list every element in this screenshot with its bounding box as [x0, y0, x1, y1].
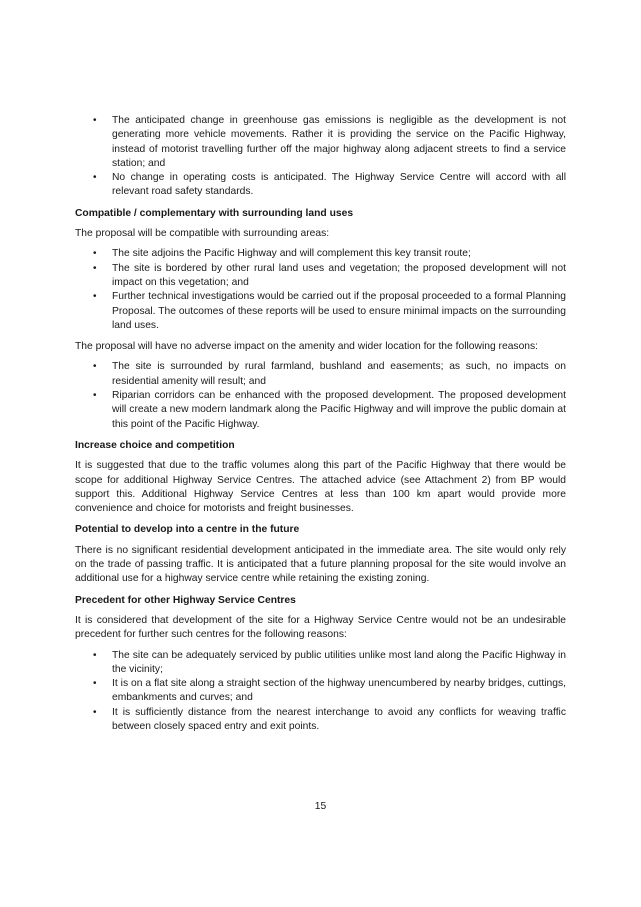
- list-item: [75, 247, 566, 261]
- bullet-icon: •: [93, 248, 97, 260]
- paragraph: The proposal will have no adverse impact on the amenity and wider location for the following reasons:: [75, 341, 539, 353]
- paragraph: It is considered that development of the site for a Highway Service Centre would not be an undesirable precedent for further such centres for the following reasons:: [75, 614, 566, 641]
- list-item-text: The site can be adequately serviced by public utilities unlike most land along the Pacific Highway in the vicinity;: [112, 649, 566, 675]
- bullet-icon: •: [93, 115, 97, 126]
- bullet-icon: •: [93, 649, 97, 661]
- paragraph: There is no significant residential development anticipated in the immediate area. The site would only rely on the trade of passing traffic. It is anticipated that a future planning proposal for the site would involve an additional use for a highway service centre while retaining the existing zoning.: [75, 544, 566, 585]
- list-item: [75, 677, 566, 706]
- list-item-text: No change in operating costs is anticipated. The Highway Service Centre will accord with all relevant road safety standards.: [112, 172, 566, 198]
- intro-bullet-list: [75, 114, 566, 200]
- list-item: [75, 290, 566, 333]
- list-item-text: Further technical investigations would be carried out if the proposal proceeded to a formal Planning Proposal. The outcomes of these reports will be used to ensure minimal impacts on the surrounding land uses.: [112, 291, 566, 331]
- bullet-icon: •: [93, 172, 97, 184]
- precedent-bullet-list: [75, 649, 566, 735]
- bullet-icon: •: [93, 291, 97, 303]
- page-content: [75, 114, 566, 741]
- page-number: 15: [314, 801, 327, 812]
- list-item-text: Riparian corridors can be enhanced with the proposed development. The proposed development will create a new modern landmark along the Pacific Highway and will improve the public domain at this point of the Pacific Highway.: [112, 390, 566, 430]
- compatible-bullet-list: [75, 247, 566, 333]
- list-item: [75, 360, 566, 389]
- section-heading-compatible: Compatible / complementary with surrounding land uses: [75, 207, 354, 219]
- bullet-icon: •: [93, 706, 97, 718]
- list-item-text: The site is surrounded by rural farmland, bushland and easements; as such, no impacts on residential amenity will result; and: [112, 361, 566, 387]
- list-item-text: It is sufficiently distance from the nearest interchange to avoid any conflicts for weaving traffic between closely spaced entry and exit points.: [112, 706, 566, 732]
- bullet-icon: •: [93, 262, 97, 274]
- list-item-text: The site adjoins the Pacific Highway and will complement this key transit route;: [112, 248, 471, 260]
- list-item: [75, 389, 566, 432]
- list-item-text: It is on a flat site along a straight section of the highway unencumbered by nearby bridges, cuttings, embankments and curves; and: [112, 678, 566, 704]
- bullet-icon: •: [93, 390, 97, 402]
- section-heading-potential: Potential to develop into a centre in the future: [75, 524, 300, 536]
- bullet-icon: •: [93, 361, 97, 373]
- list-item-text: The anticipated change in greenhouse gas emissions is negligible as the development is not generating more vehicle movements. Rather it is providing the service on the Pacific Highway, instead of motorist travelling further off the major highway along adjacent streets to find a service station; and: [112, 115, 566, 169]
- list-item: [75, 706, 566, 735]
- paragraph: It is suggested that due to the traffic volumes along this part of the Pacific Highway that there would be scope for additional Highway Service Centres. The attached advice (see Attachment 2) from BP would support this. Additional Highway Service Centres at less than 100 km apart would provide more convenience and choice for motorists and freight businesses.: [75, 460, 566, 515]
- paragraph: The proposal will be compatible with surrounding areas:: [75, 228, 330, 240]
- list-item: [75, 171, 566, 200]
- list-item: [75, 262, 566, 291]
- list-item-text: The site is bordered by other rural land uses and vegetation; the proposed development will not impact on this vegetation; and: [112, 262, 566, 288]
- bullet-icon: •: [93, 678, 97, 690]
- list-item: [75, 114, 566, 171]
- amenity-bullet-list: [75, 360, 566, 431]
- list-item: [75, 649, 566, 678]
- section-heading-choice: Increase choice and competition: [75, 439, 235, 451]
- section-heading-precedent: Precedent for other Highway Service Centres: [75, 594, 296, 606]
